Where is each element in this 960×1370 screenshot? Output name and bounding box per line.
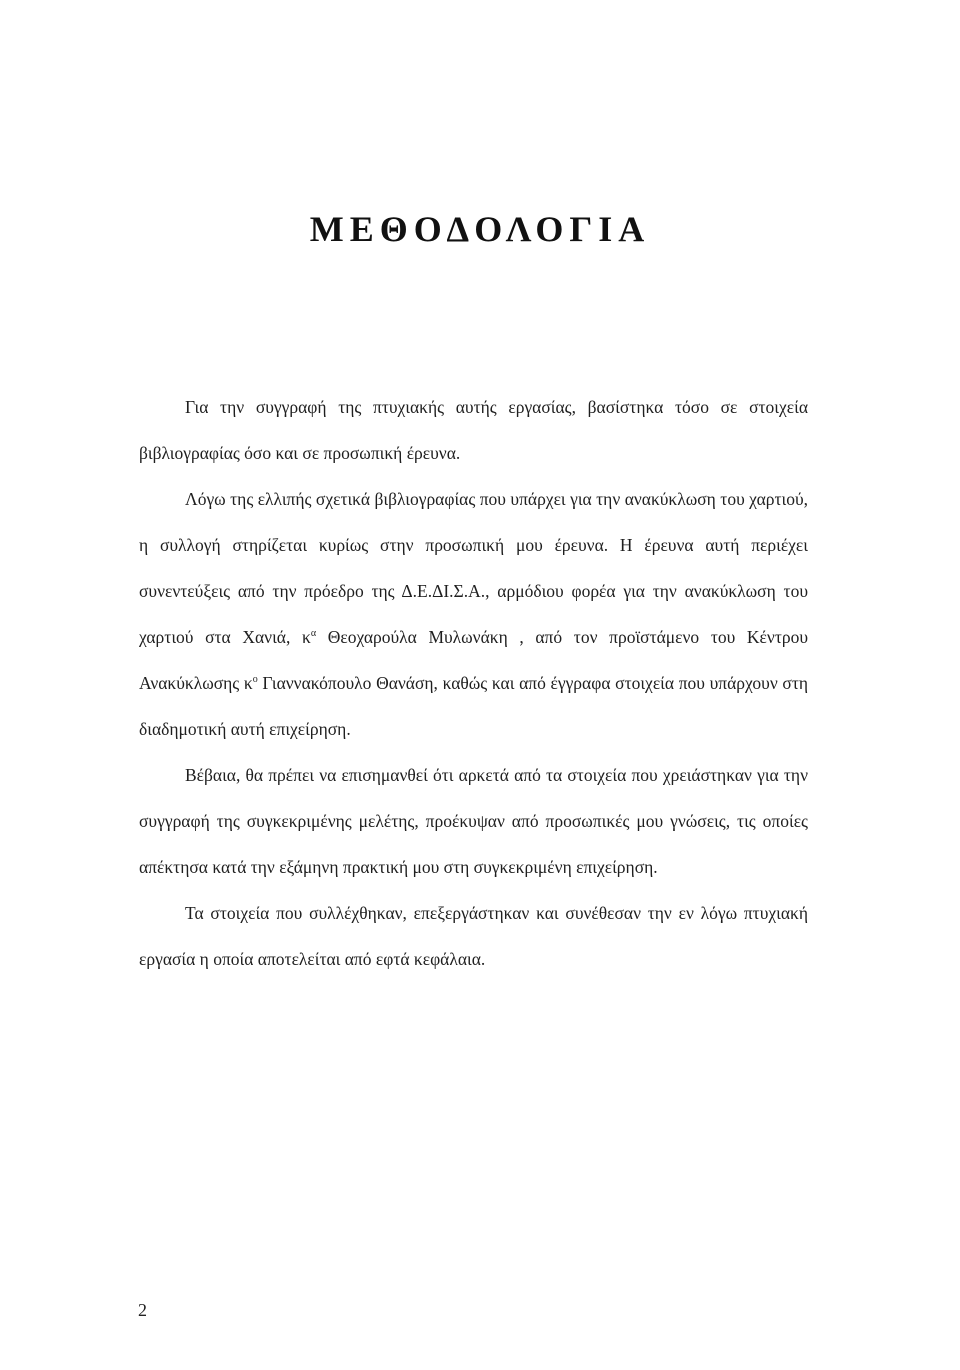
paragraph-2-part-1: Λόγω της ελλιπής σχετικά βιβλιογραφίας που υπάρχει για την ανακύκλωση του χαρτιού, η συλλογή στηρίζεται κυρίως στην προσωπική μου έρευνα. Η έρευνα αυτή περιέχει συνεντεύξεις από την πρόεδρο της Δ.Ε.ΔΙ.Σ.Α., αρμόδιου φορέα για την ανακύκλωση του χαρτιού στα Χανιά, κ [139, 489, 808, 647]
page-number: 2 [138, 1300, 147, 1320]
paragraph-2 [139, 476, 808, 752]
page-title: ΜΕΘΟΔΟΛΟΓΙΑ [309, 209, 651, 249]
paragraph-2-part-2: Θεοχαρούλα Μυλωνάκη , από τον προϊστάμενο του Κέντρου Ανακύκλωσης κ [139, 627, 808, 693]
paragraph-3: Βέβαια, θα πρέπει να επισημανθεί ότι αρκετά από τα στοιχεία που χρειάστηκαν για την συγγραφή της συγκεκριμένης μελέτης, προέκυψαν από προσωπικές μου γνώσεις, τις οποίες απέκτησα κατά την εξάμηνη πρακτική μου στη συγκεκριμένη επιχείρηση. [139, 765, 808, 877]
superscript-omicron: ο [252, 674, 258, 685]
paragraph-2-part-3: Γιαννακόπουλο Θανάση, καθώς και από έγγραφα στοιχεία που υπάρχουν στη διαδημοτική αυτή επιχείρηση. [139, 673, 808, 739]
paragraph-4: Τα στοιχεία που συλλέχθηκαν, επεξεργάστηκαν και συνέθεσαν την εν λόγω πτυχιακή εργασία η οποία αποτελείται από εφτά κεφάλαια. [139, 903, 808, 969]
paragraph-1: Για την συγγραφή της πτυχιακής αυτής εργασίας, βασίστηκα τόσο σε στοιχεία βιβλιογραφίας όσο και σε προσωπική έρευνα. [139, 397, 808, 463]
superscript-alpha: α [310, 628, 317, 639]
body-text [139, 384, 808, 982]
